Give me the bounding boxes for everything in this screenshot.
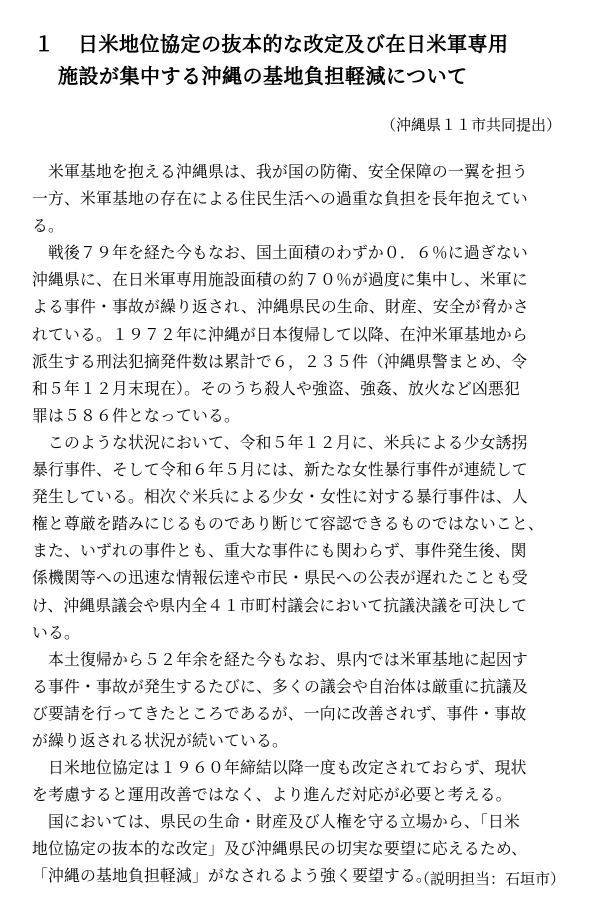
body-line: このような状況において、令和５年１２月に、米兵による少女誘拐	[32, 432, 528, 452]
explanation-note: （説明担当：石垣市）	[414, 870, 565, 888]
body-line: 権と尊厳を踏みにじるものであり断じて容認できるものではないこと、	[32, 514, 544, 534]
page-title	[34, 28, 594, 92]
title-line-2: 施設が集中する沖縄の基地負担軽減について	[58, 64, 468, 88]
body-line: 和５年１２月末現在）。そのうち殺人や強盗、強姦、放火など凶悪犯	[32, 378, 521, 398]
title-text-1: 日米地位協定の抜本的な改定及び在日米軍専用	[78, 32, 509, 56]
body-line: また、いずれの事件とも、重大な事件にも関わらず、事件発生後、関	[32, 541, 527, 561]
title-number: １	[34, 32, 55, 56]
body-line: 「沖縄の基地負担軽減」がなされるよう強く要望する。	[32, 866, 432, 886]
body-line: 罪は５８６件となっている。	[32, 405, 240, 425]
body-line: 本土復帰から５２年余を経た今もなお、県内では米軍基地に起因す	[32, 649, 528, 669]
body-line: け、沖縄県議会や県内全４１市町村議会において抗議決議を可決して	[32, 595, 528, 615]
body-line: 日米地位協定は１９６０年締結以降一度も改定されておらず、現状	[32, 758, 527, 778]
body-line: 戦後７９年を経た今もなお、国土面積のわずか０．６％に過ぎない	[32, 243, 528, 263]
body-line: る事件・事故が発生するたびに、多くの議会や自治体は厳重に抗議及	[32, 676, 528, 696]
body-line: 国においては、県民の生命・財産及び人権を守る立場から、「日米	[32, 812, 521, 832]
body-line: 発生している。相次ぐ米兵による少女・女性に対する暴行事件は、人	[32, 487, 528, 507]
body-line: よる事件・事故が繰り返され、沖縄県民の生命、財産、安全が脅かさ	[32, 297, 529, 317]
body-line: れている。１９７２年に沖縄が日本復帰して以降、在沖米軍基地から	[32, 324, 528, 344]
submitter-note: （沖縄県１１市共同提出）	[380, 116, 561, 134]
body-line: 派生する刑法犯摘発件数は累計で６，２３５件（沖縄県警まとめ、令	[32, 351, 528, 371]
body-line: 地位協定の抜本的な改定」及び沖縄県民の切実な要望に応えるため、	[32, 839, 528, 859]
body-line: いる。	[32, 622, 80, 642]
title-line-1	[34, 28, 594, 60]
body-line: る。	[32, 216, 64, 236]
body-line: 係機関等への迅速な情報伝達や市民・県民への公表が遅れたことも受	[32, 568, 528, 588]
body-line: 一方、米軍基地の存在による住民生活への過重な負担を長年抱えてい	[32, 189, 528, 209]
body-line: 沖縄県に、在日米軍専用施設面積の約７０％が過度に集中し、米軍に	[32, 270, 528, 290]
body-line: 暴行事件、そして令和６年５月には、新たな女性暴行事件が連続して	[32, 460, 528, 480]
body-line: を考慮すると運用改善ではなく、より進んだ対応が必要と考える。	[32, 785, 512, 805]
body-text	[32, 158, 587, 890]
body-line: 米軍基地を抱える沖縄県は、我が国の防衛、安全保障の一翼を担う	[32, 162, 528, 181]
body-line: び要請を行ってきたところであるが、一向に改善されず、事件・事故	[32, 703, 527, 723]
body-line: が繰り返される状況が続いている。	[32, 730, 288, 750]
